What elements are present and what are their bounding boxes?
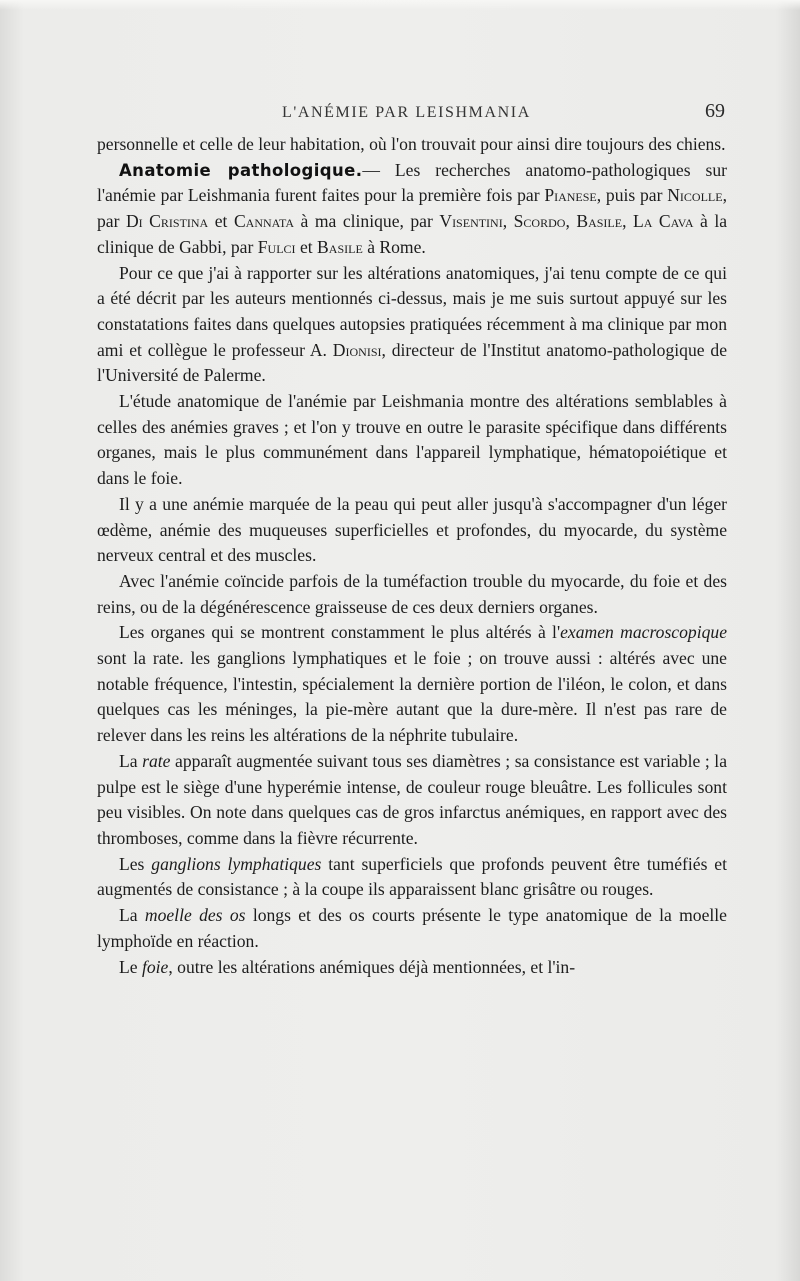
author-name: Fulci — [257, 236, 296, 257]
author-name: Dionisi — [332, 339, 382, 360]
paragraph-continuation: personnelle et celle de leur habitation, où l'on trouvait pour ainsi dire toujours des chiens. — [97, 134, 726, 154]
paragraph-anemie-peau: Il y a une anémie marquée de la peau qui peut aller jusqu'à s'accompagner d'un léger œdème, anémie des muqueuses superficielles et profondes, du myocarde, du système nerveux central et des muscles. — [97, 493, 727, 566]
running-title: L'ANÉMIE PAR LEISHMANIA — [282, 104, 531, 121]
paragraph-ganglions: Les ganglions lymphatiques tant superficiels que profonds peuvent être tuméfiés et augmentés de consistance ; à la coupe ils apparaissent blanc grisâtre ou rouges. — [97, 853, 727, 900]
page-header — [0, 100, 800, 130]
italic-term: moelle des os — [144, 905, 246, 926]
author-name: Scordo — [513, 211, 566, 232]
paragraph-rate: La rate apparaît augmentée suivant tous ses diamètres ; sa consistance est variable ; la pulpe est le siège d'une hyperémie intense, de couleur rouge bleuâtre. Les follicules sont peu visibles. On note dans quelques cas de gros infarctus anémiques, en rapport avec des thromboses, comme dans la fièvre récurrente. — [97, 750, 727, 848]
page-top-edge — [0, 0, 800, 10]
author-name: Di Cristina — [125, 211, 209, 232]
author-name: Nicolle — [667, 185, 723, 206]
author-name: Basile — [576, 211, 623, 232]
paragraph-myocarde: Avec l'anémie coïncide parfois de la tuméfaction trouble du myocarde, du foie et des reins, ou de la dégénérescence graisseuse de ces deux derniers organes. — [97, 570, 727, 617]
author-name: Visentini — [439, 211, 503, 232]
page-number: 69 — [705, 100, 725, 122]
paragraph-etude: L'étude anatomique de l'anémie par Leishmania montre des altérations semblables à celles des anémies graves ; et l'on y trouve en outre le parasite spécifique dans différents organes, mais le plus communément dans l'appareil lymphatique, hématopoiétique et dans le foie. — [97, 391, 727, 489]
paragraph-anatomie: Anatomie pathologique.— Les recherches anatomo-pathologiques sur l'anémie par Leishmania furent faites pour la première fois par Pianese, puis par Nicolle, par Di Cristina et Cannata à ma clinique, par Visentini, Scordo, Basile, La Cava à la clinique de Gabbi, par Fulci et Basile à Rome. — [97, 159, 728, 257]
author-name: La Cava — [632, 211, 694, 232]
paragraph-foie: Le foie, outre les altérations anémiques déjà mentionnées, et l'in- — [119, 956, 576, 977]
italic-term: foie — [141, 956, 169, 977]
italic-term: rate — [142, 750, 171, 771]
section-heading: Anatomie pathologique. — [119, 160, 363, 180]
paragraph-rapport: Pour ce que j'ai à rapporter sur les altérations anatomiques, j'ai tenu compte de ce qui a été décrit par les auteurs mentionnés ci-dessus, mais je me suis surtout appuyé sur les constatations faites dans quelques autopsies pratiquées récemment à ma clinique par mon ami et collègue le professeur A. Dionisi, directeur de l'Institut anatomo-pathologique de l'Université de Palerme. — [97, 262, 728, 386]
body-text — [97, 132, 727, 980]
paragraph-moelle: La moelle des os longs et des os courts présente le type anatomique de la moelle lymphoïde en réaction. — [97, 905, 727, 951]
author-name: Pianese — [544, 185, 597, 206]
italic-term: ganglions lymphatiques — [151, 853, 322, 874]
author-name: Basile — [317, 236, 363, 257]
italic-term: examen macroscopique — [560, 622, 727, 643]
paragraph-organes: Les organes qui se montrent constamment le plus altérés à l'examen macroscopique sont la rate. les ganglions lymphatiques et le foie ; on trouve aussi : altérés avec une notable fréquence, l'intestin, spécialement la dernière portion de l'iléon, le colon, et dans quelques cas les méninges, la pie-mère autant que la dure-mère. Il n'est pas rare de relever dans les reins les altérations de la néphrite tubulaire. — [97, 622, 727, 746]
author-name: Cannata — [233, 211, 295, 232]
